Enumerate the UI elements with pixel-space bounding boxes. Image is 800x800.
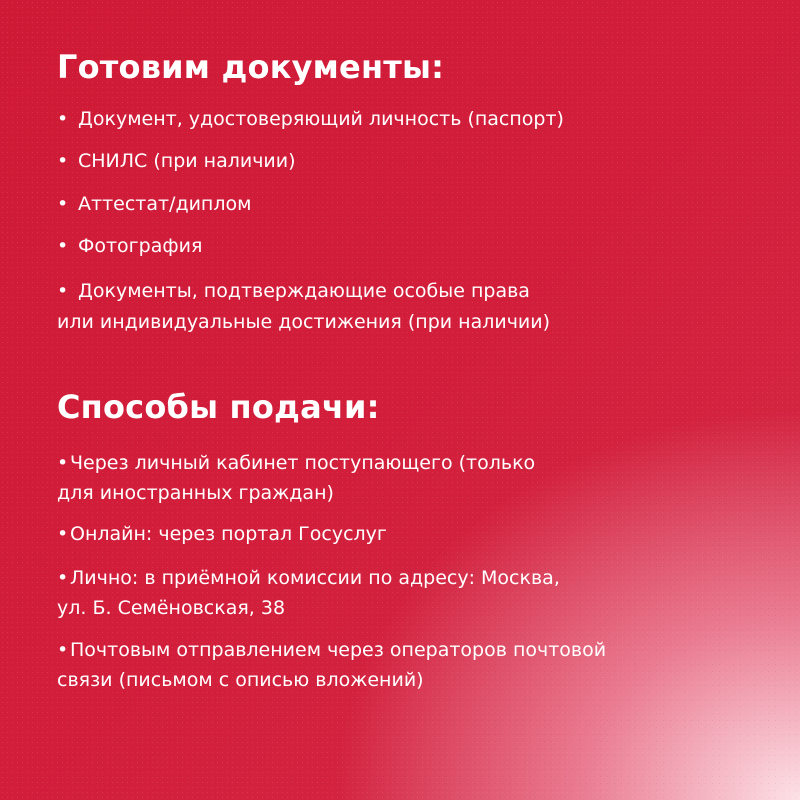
list-item-continuation: для иностранных граждан) (57, 482, 334, 504)
list-item: •Через личный кабинет поступающего (только (57, 452, 536, 474)
bullet-icon: • (57, 567, 69, 589)
methods-heading: Способы подачи: (57, 388, 380, 426)
bullet-icon: • (57, 280, 69, 302)
bullet-icon: • (57, 235, 69, 257)
list-item: •Онлайн: через портал Госуслуг (57, 523, 387, 545)
documents-heading: Готовим документы: (57, 48, 445, 86)
list-item: • Документ, удостоверяющий личность (паспорт) (57, 108, 564, 130)
list-item: • Аттестат/диплом (57, 193, 252, 215)
bullet-icon: • (57, 452, 69, 474)
list-item-continuation: или индивидуальные достижения (при наличии) (57, 311, 551, 333)
bullet-icon: • (57, 523, 69, 545)
list-item: • СНИЛС (при наличии) (57, 150, 296, 172)
list-item-continuation: ул. Б. Семёновская, 38 (57, 597, 286, 619)
bullet-icon: • (57, 639, 69, 661)
bullet-icon: • (57, 193, 69, 215)
bullet-icon: • (57, 108, 69, 130)
list-item: • Фотография (57, 235, 203, 257)
bullet-icon: • (57, 150, 69, 172)
list-item: •Почтовым отправлением через операторов почтовой (57, 639, 607, 661)
list-item-continuation: связи (письмом с описью вложений) (57, 669, 424, 691)
list-item: •Лично: в приёмной комиссии по адресу: Москва, (57, 567, 560, 589)
list-item: • Документы, подтверждающие особые права (57, 280, 530, 302)
